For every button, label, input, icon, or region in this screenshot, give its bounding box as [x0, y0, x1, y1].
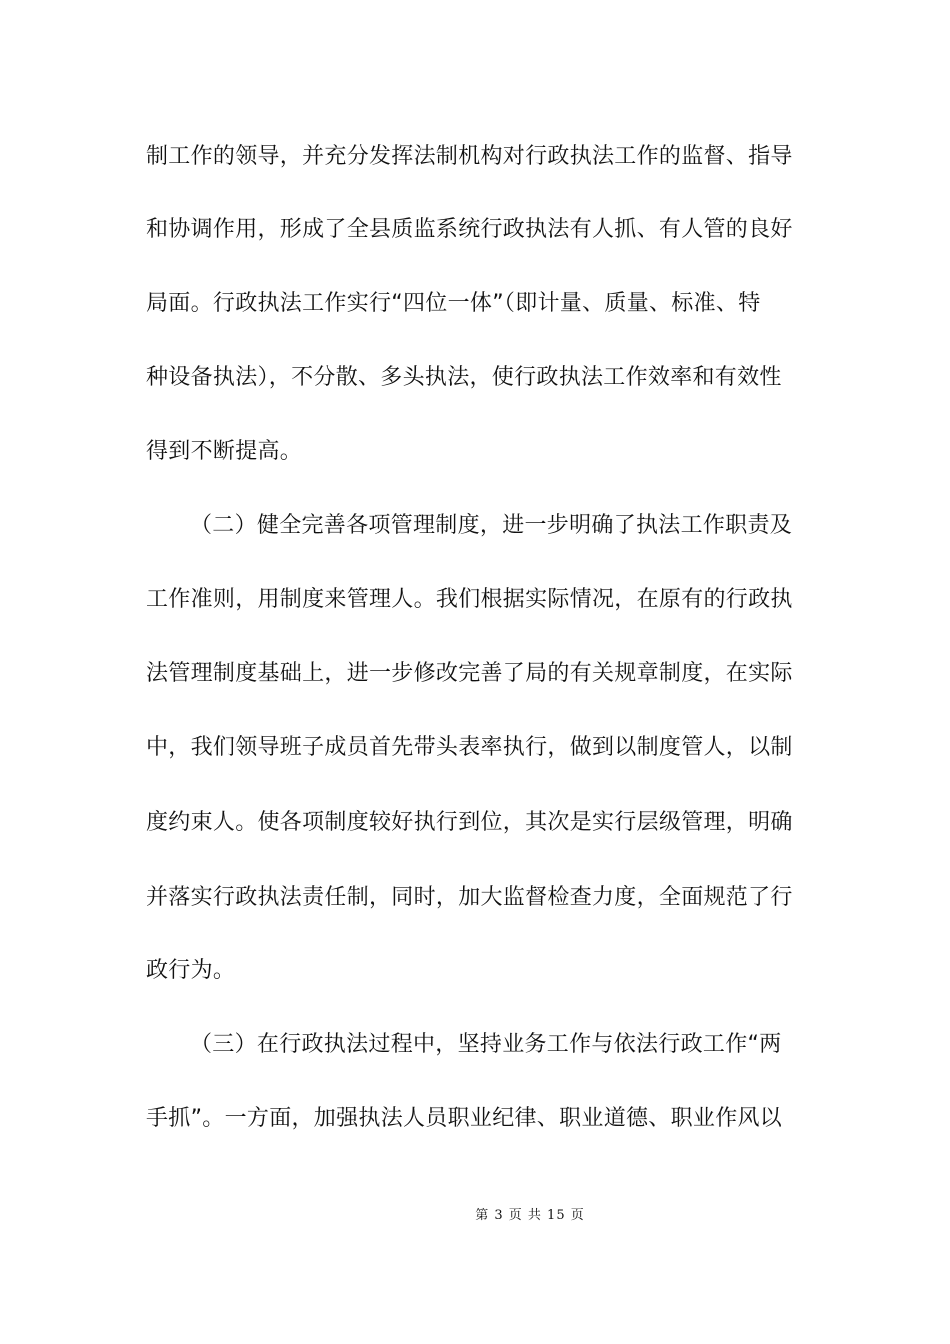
page-footer: [0, 1207, 950, 1225]
text-line-1: 制工作的领导，并充分发挥法制机构对行政执法工作的监督、指导: [146, 144, 793, 169]
text-line-3: 局面。行政执法工作实行“四位一体”（即计量、质量、标准、特: [146, 291, 761, 316]
text-line-9: 中，我们领导班子成员首先带头表率执行，做到以制度管人，以制: [146, 735, 793, 760]
page-number: 第 3 页 共 15 页: [475, 1208, 585, 1223]
text-line-6: （二）健全完善各项管理制度，进一步明确了执法工作职责及: [190, 513, 793, 538]
text-line-8: 法管理制度基础上，进一步修改完善了局的有关规章制度，在实际: [146, 661, 793, 686]
text-line-14: 手抓”。一方面，加强执法人员职业纪律、职业道德、职业作风以: [146, 1106, 783, 1131]
text-line-2: 和协调作用，形成了全县质监系统行政执法有人抓、有人管的良好: [146, 217, 793, 242]
text-line-11: 并落实行政执法责任制，同时，加大监督检查力度，全面规范了行: [146, 885, 793, 910]
text-line-7: 工作准则，用制度来管理人。我们根据实际情况，在原有的行政执: [146, 587, 793, 612]
text-line-5: 得到不断提高。: [146, 439, 303, 464]
text-line-12: 政行为。: [146, 958, 236, 983]
text-line-13: （三）在行政执法过程中，坚持业务工作与依法行政工作“两: [190, 1032, 782, 1057]
text-line-10: 度约束人。使各项制度较好执行到位，其次是实行层级管理，明确: [146, 810, 793, 835]
text-line-4: 种设备执法），不分散、多头执法，使行政执法工作效率和有效性: [146, 365, 782, 390]
